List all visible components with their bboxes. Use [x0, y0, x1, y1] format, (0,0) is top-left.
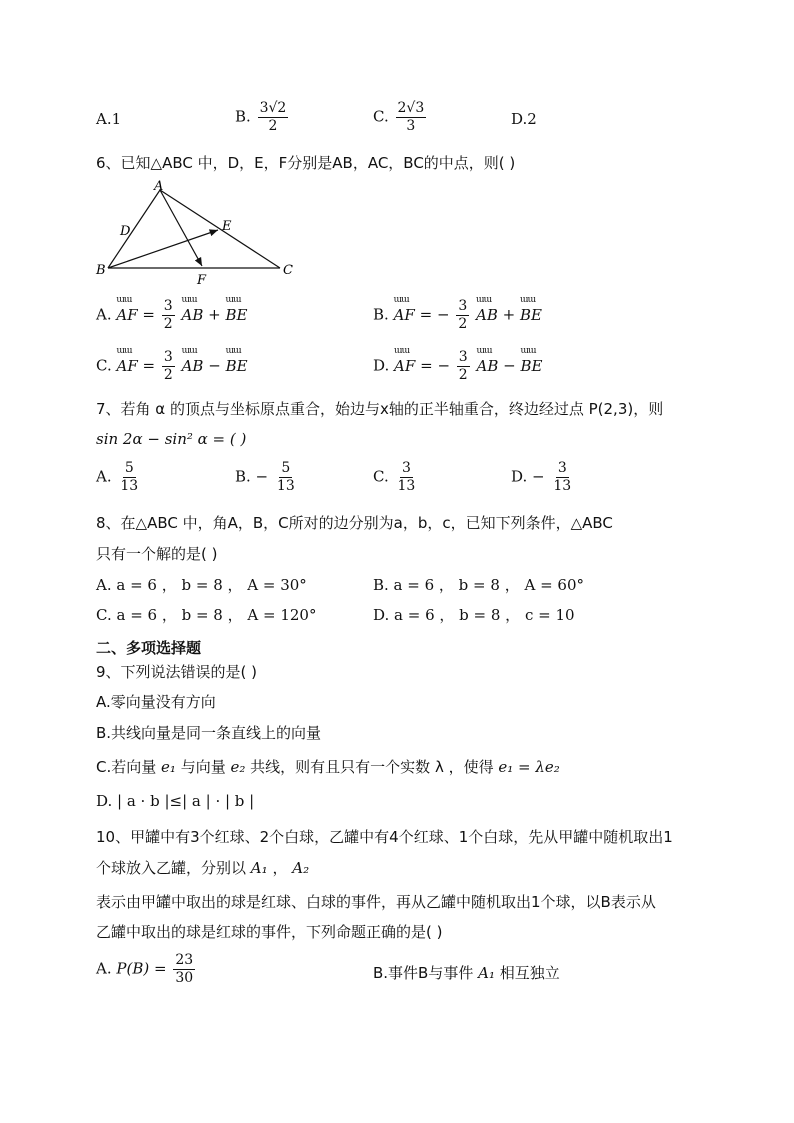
q5-option-a: A.1	[96, 110, 122, 128]
q7-option-b	[235, 460, 299, 495]
option-prefix: C.	[96, 356, 112, 375]
vector-be	[520, 345, 543, 375]
label-e: E	[222, 219, 232, 234]
vector-af	[393, 294, 415, 324]
q7-option-d	[511, 460, 575, 495]
denominator: 2	[163, 367, 173, 383]
q5-option-d: D.2	[511, 110, 537, 128]
q10-line3: 表示由甲罐中取出的球是红球、白球的事件，再从乙罐中随机取出1个球，以B表示从	[96, 893, 656, 911]
vector-name: AB	[181, 356, 204, 375]
numerator: 5	[281, 460, 291, 476]
numerator: 5	[124, 460, 134, 476]
fraction	[162, 349, 175, 384]
vector-arrow-mark: ɯɯ	[181, 345, 197, 356]
label-a: A	[154, 179, 164, 194]
option-text: 共线，则有且只有一个实数 λ ，使得	[250, 758, 494, 776]
minus-sign: −	[208, 356, 221, 375]
q9-option-d: D. | a · b |≤| a | · | b |	[96, 792, 255, 810]
q9-option-b: B.共线向量是同一条直线上的向量	[96, 724, 322, 742]
fraction	[457, 349, 470, 384]
option-prefix: C.	[373, 467, 389, 486]
q5-c-fraction	[396, 100, 427, 135]
text: 个球放入乙罐，分别以	[96, 859, 247, 877]
side-ab	[108, 190, 160, 268]
vector-name: AF	[394, 356, 416, 375]
denominator: 13	[397, 478, 416, 494]
q9-stem: 9、下列说法错误的是( )	[96, 663, 258, 681]
q7-expression: sin 2α − sin² α = ( )	[96, 430, 247, 448]
vector-arrow-mark: ɯɯ	[181, 294, 197, 305]
option-text: C.若向量	[96, 758, 157, 776]
separator: ，	[272, 859, 288, 877]
vector-name: BE	[225, 356, 248, 375]
denominator: 2	[163, 316, 173, 332]
vector-af	[116, 294, 138, 324]
label-b: B	[96, 263, 106, 278]
denominator: 2	[458, 316, 468, 332]
q6-triangle-figure	[90, 178, 305, 288]
minus-sign: −	[437, 356, 451, 375]
vector-e1: e₁	[161, 758, 176, 776]
option-prefix: C.	[373, 107, 389, 126]
option-prefix: A.	[96, 467, 112, 486]
denominator: 13	[120, 478, 139, 494]
q10-line1: 10、甲罐中有3个红球、2个白球，乙罐中有4个红球、1个白球，先从甲罐中随机取出1	[96, 828, 673, 846]
equals-sign: =	[420, 356, 433, 375]
label-c: C	[283, 263, 293, 278]
q6-option-a	[96, 294, 248, 333]
option-text: 与向量	[180, 758, 226, 776]
equals-sign: =	[142, 305, 155, 324]
denominator: 2	[268, 118, 278, 134]
vector-arrow-mark: ɯɯ	[476, 294, 492, 305]
numerator: 3	[557, 460, 567, 476]
q7-option-c	[373, 460, 419, 495]
option-prefix: D. −	[511, 467, 545, 486]
vector-af	[116, 345, 138, 375]
numerator: 2√3	[397, 100, 425, 116]
vector-arrow-mark: ɯɯ	[393, 294, 409, 305]
option-prefix: A.	[96, 305, 112, 324]
q8-stem-line1: 8、在△ABC 中，角A，B，C所对的边分别为a，b，c，已知下列条件，△ABC	[96, 514, 613, 532]
option-prefix: A.	[96, 959, 112, 978]
fraction	[456, 298, 469, 333]
vector-ab	[181, 294, 204, 324]
fraction	[275, 460, 297, 495]
label-d: D	[120, 224, 131, 239]
numerator: 3	[458, 298, 468, 314]
q6-stem: 6、已知△ABC 中，D，E，F分别是AB，AC，BC的中点，则( )	[96, 154, 516, 172]
vector-ab	[476, 294, 498, 324]
equals-sign: =	[142, 356, 156, 375]
event-a1: A₁	[478, 964, 495, 982]
option-prefix: B.	[373, 305, 389, 324]
probability-expression: P(B) =	[116, 959, 167, 978]
vector-name: AB	[476, 356, 499, 375]
fraction	[162, 298, 175, 333]
q6-option-c	[96, 345, 248, 384]
q9-option-c	[96, 756, 560, 777]
q10-option-a	[96, 952, 197, 987]
denominator: 13	[276, 478, 295, 494]
denominator: 30	[175, 970, 194, 986]
option-prefix: B.	[235, 107, 251, 126]
numerator: 3	[401, 460, 411, 476]
vector-name: BE	[225, 305, 248, 324]
vector-arrow-mark: ɯɯ	[225, 345, 241, 356]
plus-sign: +	[208, 305, 221, 324]
numerator: 3	[163, 298, 173, 314]
option-prefix: D.	[373, 356, 390, 375]
vector-name: AB	[181, 305, 204, 324]
q8-option-a: A. a = 6 ， b = 8 ， A = 30°	[96, 576, 307, 594]
vector-e2: e₂	[230, 758, 246, 776]
side-ac	[160, 190, 280, 268]
q10-line4: 乙罐中取出的球是红球的事件，下列命题正确的是( )	[96, 923, 443, 941]
vector-arrow-mark: ɯɯ	[394, 345, 410, 356]
q5-b-fraction	[258, 100, 289, 135]
vector-name: AF	[393, 305, 415, 324]
vector-name: AF	[116, 356, 138, 375]
numerator: 3	[458, 349, 468, 365]
numerator: 23	[175, 952, 194, 968]
q8-option-c: C. a = 6 ， b = 8 ， A = 120°	[96, 606, 317, 624]
option-prefix: B. −	[235, 467, 269, 486]
plus-sign: +	[502, 305, 516, 324]
vector-name: AF	[116, 305, 138, 324]
q5-option-b	[235, 100, 290, 135]
numerator: 3√2	[259, 100, 287, 116]
option-text: 相互独立	[499, 964, 560, 982]
q5-option-c	[373, 100, 428, 135]
vector-arrow-mark: ɯɯ	[116, 345, 132, 356]
q10-line2	[96, 857, 309, 878]
minus-sign: −	[503, 356, 516, 375]
vector-arrow-mark: ɯɯ	[225, 294, 241, 305]
event-a2: A₂	[292, 859, 310, 877]
vector-arrow-mark: ɯɯ	[116, 294, 132, 305]
section-heading: 二、多项选择题	[96, 639, 202, 657]
fraction	[396, 460, 418, 495]
q8-option-d: D. a = 6 ， b = 8 ， c = 10	[373, 606, 575, 624]
vector-ab	[181, 345, 204, 375]
vector-af	[160, 190, 202, 266]
event-a1: A₁	[250, 859, 268, 877]
vector-ab	[476, 345, 499, 375]
equation: e₁ = λe₂	[498, 758, 560, 776]
denominator: 2	[458, 367, 468, 383]
vector-be	[520, 294, 543, 324]
label-f: F	[197, 273, 207, 288]
vector-be	[225, 345, 248, 375]
fraction	[173, 952, 195, 987]
denominator: 13	[553, 478, 572, 494]
fraction	[118, 460, 140, 495]
vector-name: BE	[520, 356, 543, 375]
equals-sign: =	[419, 305, 433, 324]
q10-option-b	[373, 962, 560, 983]
numerator: 3	[163, 349, 173, 365]
vector-arrow-mark: ɯɯ	[476, 345, 492, 356]
option-text: B.事件B与事件	[373, 964, 474, 982]
denominator: 3	[406, 118, 416, 134]
fraction	[551, 460, 573, 495]
q6-option-d	[373, 345, 543, 384]
q7-option-a	[96, 460, 142, 495]
vector-arrow-mark: ɯɯ	[520, 345, 536, 356]
minus-sign: −	[436, 305, 450, 324]
vector-af	[394, 345, 416, 375]
q8-option-b: B. a = 6 ， b = 8 ， A = 60°	[373, 576, 584, 594]
q8-stem-line2: 只有一个解的是( )	[96, 545, 218, 563]
vector-be	[225, 294, 248, 324]
vector-name: AB	[476, 305, 498, 324]
vector-arrow-mark: ɯɯ	[520, 294, 536, 305]
q6-option-b	[373, 294, 543, 333]
q9-option-a: A.零向量没有方向	[96, 693, 216, 711]
vector-name: BE	[520, 305, 543, 324]
q7-stem: 7、若角 α 的顶点与坐标原点重合，始边与x轴的正半轴重合，终边经过点 P(2,3)，则	[96, 400, 664, 418]
